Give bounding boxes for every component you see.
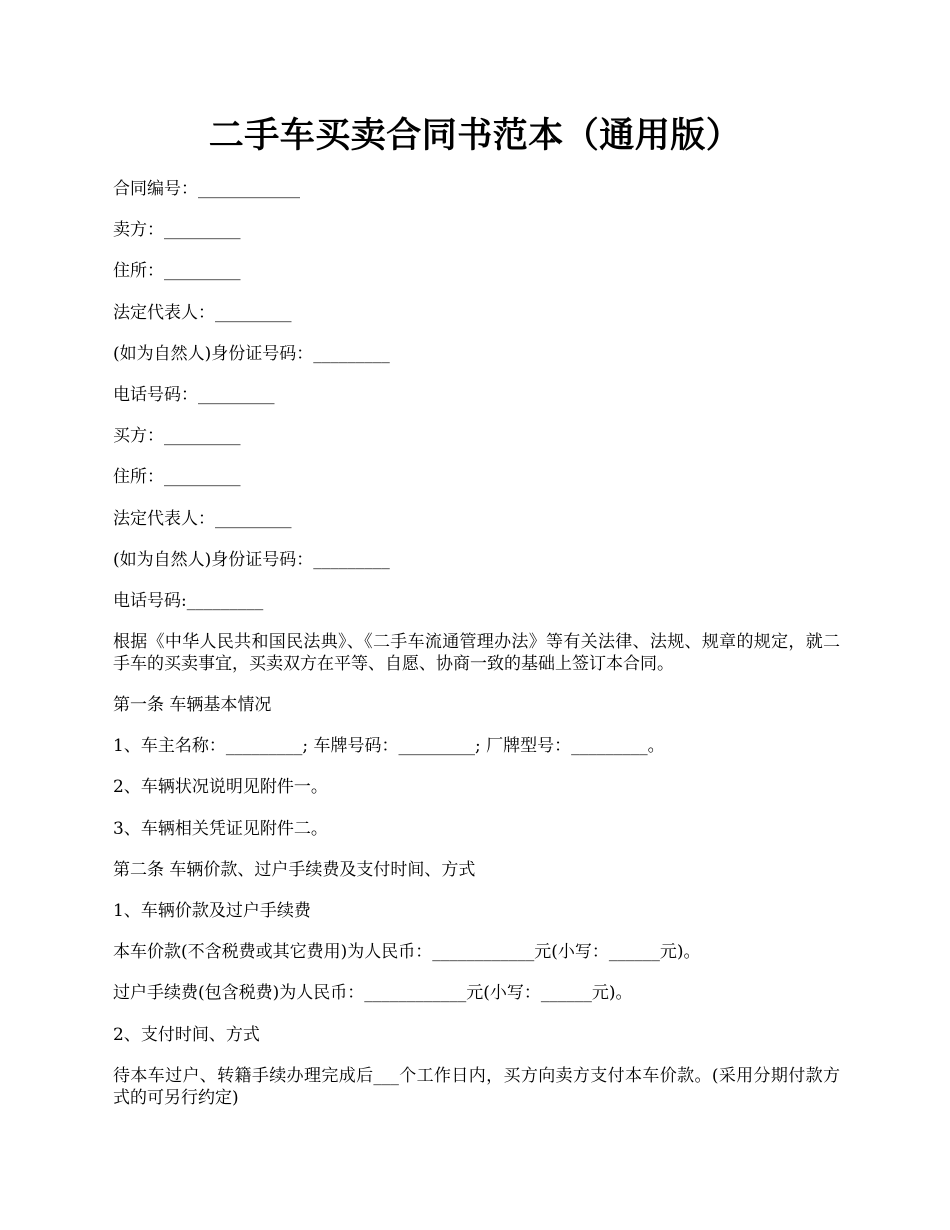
document-title: 二手车买卖合同书范本（通用版） bbox=[208, 115, 742, 156]
buyer-legal-rep-field: 法定代表人：_________ bbox=[113, 508, 292, 529]
buyer-id-number-field: (如为自然人)身份证号码：_________ bbox=[113, 549, 390, 570]
preamble-paragraph: 根据《中华人民共和国民法典》、《二手车流通管理办法》等有关法律、法规、规章的规定，就二手车的买卖事宜，买卖双方在平等、自愿、协商一致的基础上签订本合同。 bbox=[113, 632, 840, 675]
article-2-subheading-1: 1、车辆价款及过户手续费 bbox=[113, 901, 311, 921]
seller-id-number-field: (如为自然人)身份证号码：_________ bbox=[113, 343, 390, 364]
buyer-field: 买方：_________ bbox=[113, 426, 241, 447]
article-2-subheading-2: 2、支付时间、方式 bbox=[113, 1024, 260, 1045]
payment-terms-paragraph: 待本车过户、转籍手续办理完成后___个工作日内，买方向卖方支付本车价款。(采用分期付款方式的可另行约定) bbox=[113, 1065, 840, 1108]
seller-address-field: 住所：_________ bbox=[113, 261, 241, 282]
transfer-fee-line: 过户手续费(包含税费)为人民币：____________元(小写：______元)。 bbox=[113, 983, 633, 1004]
article-1-item-1: 1、车主名称：_________; 车牌号码：_________; 厂牌型号：_________。 bbox=[113, 736, 665, 757]
seller-phone-field: 电话号码：_________ bbox=[113, 384, 275, 405]
document-body bbox=[113, 178, 840, 1109]
seller-field: 卖方：_________ bbox=[113, 220, 241, 241]
article-2-heading: 第二条 车辆价款、过户手续费及支付时间、方式 bbox=[113, 859, 476, 880]
article-1-item-3: 3、车辆相关凭证见附件二。 bbox=[113, 818, 328, 839]
contract-number-field: 合同编号：____________ bbox=[113, 179, 300, 199]
buyer-phone-field: 电话号码:_________ bbox=[113, 590, 264, 611]
seller-legal-rep-field: 法定代表人：_________ bbox=[113, 302, 292, 323]
vehicle-price-line: 本车价款(不含税费或其它费用)为人民币：____________元(小写：______元)。 bbox=[113, 942, 701, 963]
article-1-heading: 第一条 车辆基本情况 bbox=[113, 695, 272, 716]
buyer-address-field: 住所：_________ bbox=[113, 467, 241, 488]
article-1-item-2: 2、车辆状况说明见附件一。 bbox=[113, 777, 328, 798]
